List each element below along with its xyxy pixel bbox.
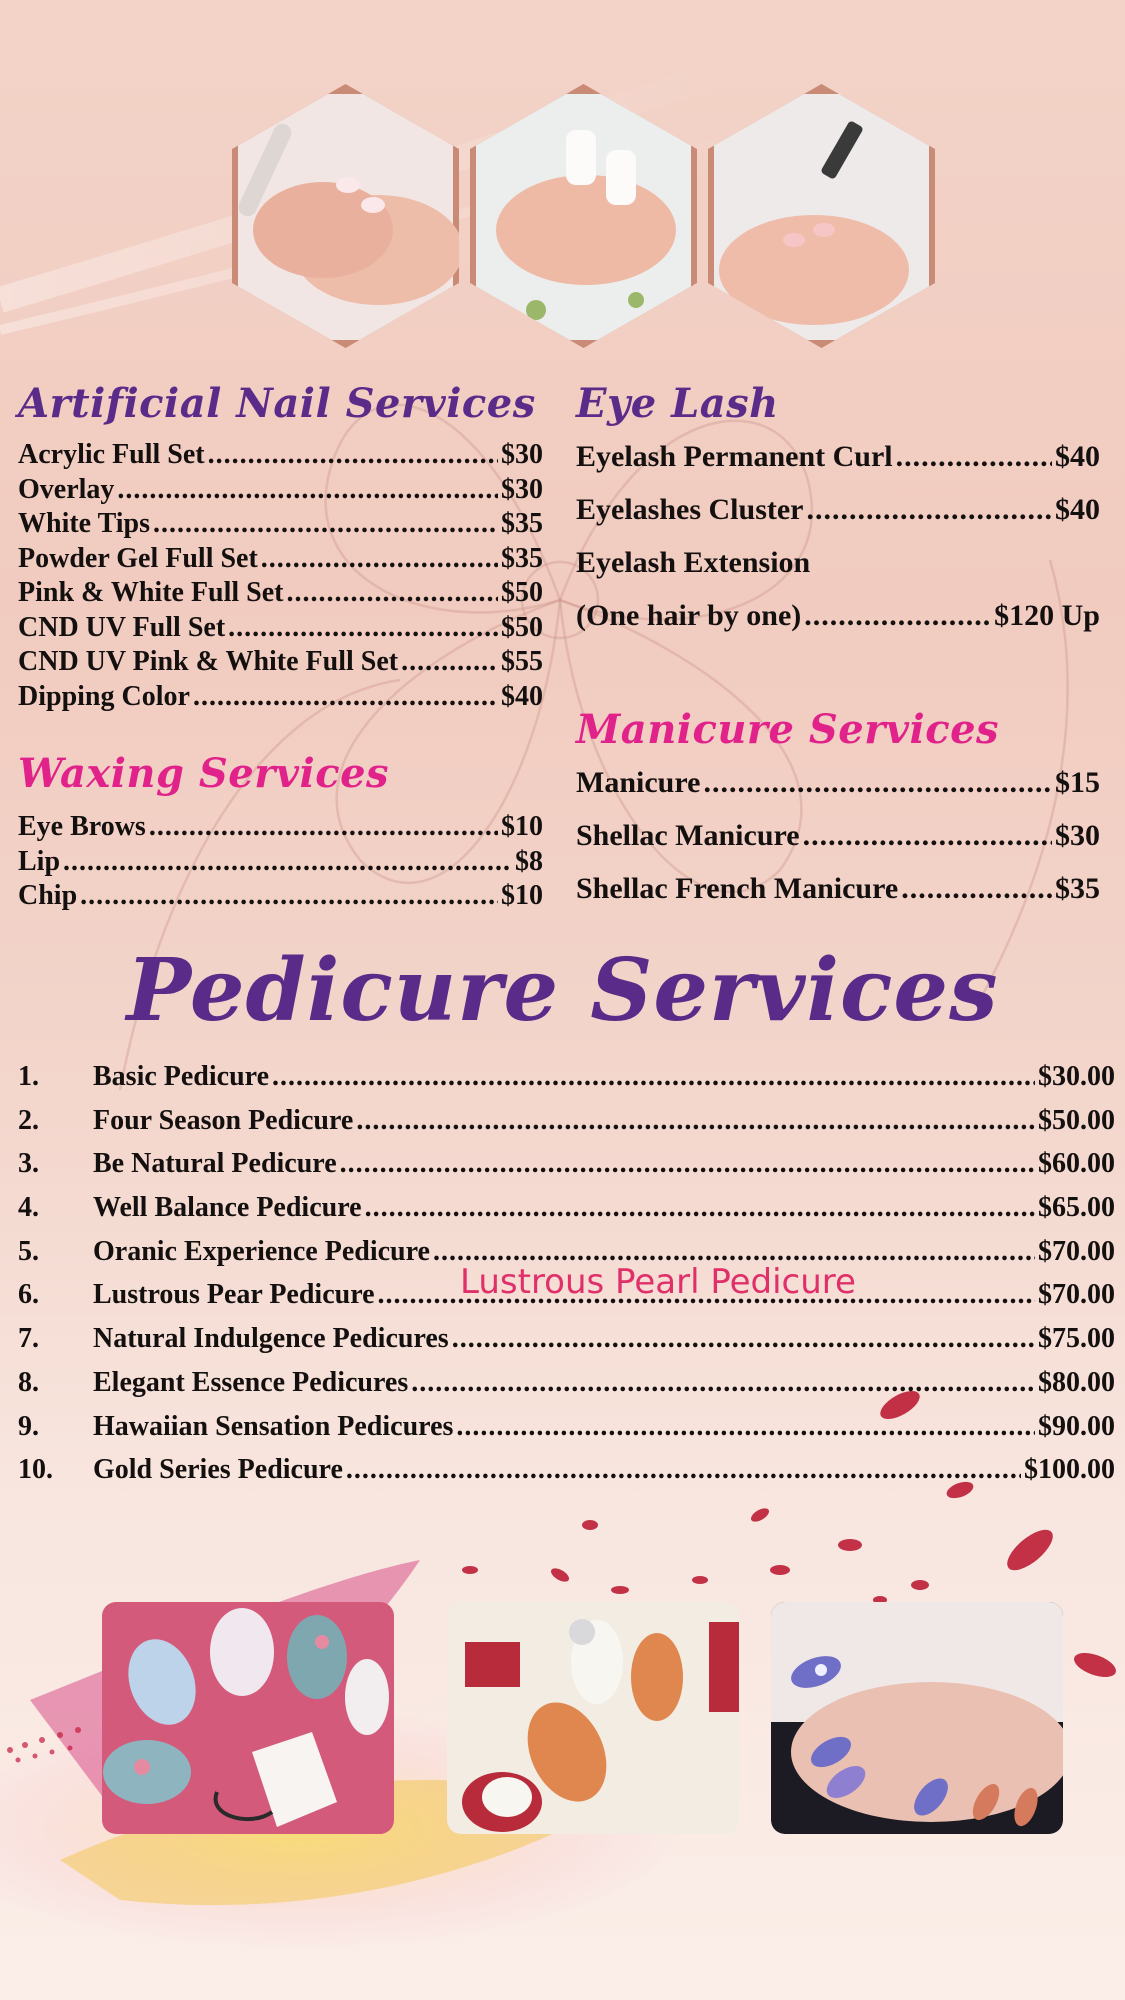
list-item: Chip ..... $10 <box>18 879 543 914</box>
waxing-list <box>18 810 543 914</box>
cat-nail-art-photo <box>447 1602 739 1834</box>
list-item: Dipping Color ..... $40 <box>18 680 543 715</box>
list-item: 5. Oranic Experience Pedicure ..... $70.00 <box>18 1230 1115 1274</box>
artificial-nail-title: Artificial Nail Services <box>18 380 536 427</box>
list-item: 7. Natural Indulgence Pedicures ..... $75.00 <box>18 1317 1115 1361</box>
list-item: CND UV Full Set ..... $50 <box>18 611 543 646</box>
list-item: Shellac French Manicure ..... $35 <box>576 862 1100 915</box>
list-item: Manicure ..... $15 <box>576 756 1100 809</box>
list-item: 10. Gold Series Pedicure ..... $100.00 <box>18 1448 1115 1492</box>
nail-tips-photo <box>466 80 701 352</box>
list-item: Powder Gel Full Set ..... $35 <box>18 542 543 577</box>
list-item: Lip ..... $8 <box>18 845 543 880</box>
list-item: 2. Four Season Pedicure ..... $50.00 <box>18 1099 1115 1143</box>
correction-note: Lustrous Pearl Pedicure <box>460 1262 856 1302</box>
floral-nail-art-photo <box>102 1602 394 1834</box>
list-item: 9. Hawaiian Sensation Pedicures ..... $90.00 <box>18 1405 1115 1449</box>
top-photo-strip <box>228 80 938 355</box>
list-item: 3. Be Natural Pedicure ..... $60.00 <box>18 1142 1115 1186</box>
list-item: 4. Well Balance Pedicure ..... $65.00 <box>18 1186 1115 1230</box>
list-item: Eyelash Permanent Curl ..... $40 <box>576 430 1100 483</box>
nail-polish-hand-photo <box>704 80 939 352</box>
list-item: 1. Basic Pedicure ..... $30.00 <box>18 1055 1115 1099</box>
list-item: (One hair by one) ..... $120 Up <box>576 589 1100 642</box>
list-item: Pink & White Full Set ..... $50 <box>18 576 543 611</box>
eyelash-list <box>576 430 1100 642</box>
waxing-title: Waxing Services <box>18 750 390 797</box>
eyelash-title: Eye Lash <box>576 380 779 427</box>
list-item: CND UV Pink & White Full Set ..... $55 <box>18 645 543 680</box>
nail-file-hands-photo <box>228 80 463 352</box>
list-item: 8. Elegant Essence Pedicures ..... $80.00 <box>18 1361 1115 1405</box>
list-item: Acrylic Full Set ..... $30 <box>18 438 543 473</box>
list-item: Shellac Manicure ..... $30 <box>576 809 1100 862</box>
list-item: Eyelash Extension <box>576 546 811 579</box>
manicure-title: Manicure Services <box>576 706 1000 753</box>
purple-manicure-hands-photo <box>771 1602 1063 1834</box>
list-item: Overlay ..... $30 <box>18 473 543 508</box>
list-item: Eye Brows ..... $10 <box>18 810 543 845</box>
list-item: 6. Lustrous Pear Pedicure ..... $70.00 <box>18 1273 1115 1317</box>
artificial-nail-list <box>18 438 543 714</box>
list-item: White Tips ..... $35 <box>18 507 543 542</box>
manicure-list <box>576 756 1100 915</box>
list-item: Eyelashes Cluster ..... $40 <box>576 483 1100 536</box>
pedicure-title: Pedicure Services <box>126 940 999 1041</box>
